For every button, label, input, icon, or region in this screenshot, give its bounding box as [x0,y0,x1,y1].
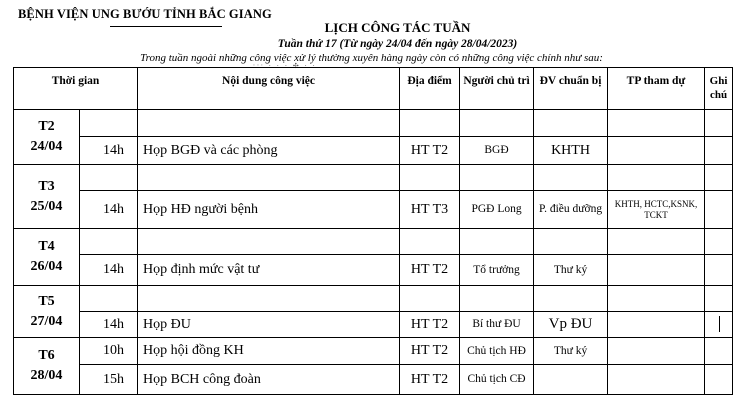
day-date: 27/04 [30,313,63,329]
day-label: T2 [38,119,55,134]
col-header-prep-unit: ĐV chuẩn bị [534,68,608,110]
location-cell[interactable]: HT T2 [400,312,460,338]
empty-cell[interactable] [460,110,534,137]
location-cell[interactable]: HT T2 [400,137,460,165]
text-cursor [719,316,720,332]
prep-cell[interactable]: Thư ký [534,255,608,286]
day-date: 28/04 [30,368,63,383]
weekly-schedule-table [13,67,733,395]
col-header-note: Ghi chú [705,68,733,110]
empty-cell[interactable] [705,110,733,137]
empty-cell[interactable] [460,286,534,312]
note-cell[interactable] [705,338,733,365]
content-cell[interactable]: Họp HĐ người bệnh [138,191,400,229]
time-cell[interactable]: 14h [80,191,138,229]
location-cell[interactable]: HT T3 [400,191,460,229]
content-cell[interactable]: Họp BGĐ và các phòng [138,137,400,165]
table-row [14,110,733,137]
participants-cell[interactable] [608,137,705,165]
prep-cell[interactable]: P. điều dưỡng [534,191,608,229]
empty-cell[interactable] [138,229,400,255]
location-cell[interactable]: HT T2 [400,338,460,365]
prep-cell[interactable]: Thư ký [534,338,608,365]
day-label: T6 [38,348,55,363]
empty-cell[interactable] [400,286,460,312]
time-cell[interactable]: 14h [80,312,138,338]
participants-cell[interactable]: KHTH, HCTC,KSNK, TCKT [608,191,705,229]
prep-cell[interactable] [534,365,608,395]
empty-cell[interactable] [80,229,138,255]
day-cell-t5 [14,286,80,338]
note-cell[interactable] [705,191,733,229]
content-cell[interactable]: Họp hội đồng KH [138,338,400,365]
empty-cell[interactable] [460,165,534,191]
intro-text: Trong tuần ngoài những công việc xử lý thường xuyên hàng ngày còn có những công việc chính như sau: [140,52,603,64]
empty-cell[interactable] [80,165,138,191]
note-cell[interactable] [705,312,733,338]
col-header-host: Người chủ trì [460,68,534,110]
content-cell[interactable]: Họp BCH công đoàn [138,365,400,395]
day-cell-t3 [14,165,80,229]
empty-cell[interactable] [705,165,733,191]
table-move-handle-marks: ::: · · · ✣ · · [253,62,317,70]
empty-cell[interactable] [534,110,608,137]
host-cell[interactable]: Bí thư ĐU [460,312,534,338]
empty-cell[interactable] [400,229,460,255]
empty-cell[interactable] [400,165,460,191]
content-cell[interactable]: Họp ĐU [138,312,400,338]
empty-cell[interactable] [460,229,534,255]
day-cell-t6 [14,338,80,395]
empty-cell[interactable] [608,286,705,312]
schedule-title: LỊCH CÔNG TÁC TUẦN [324,20,471,35]
host-cell[interactable]: Chủ tịch HĐ [460,338,534,365]
day-label: T3 [38,178,55,194]
col-header-time: Thời gian [14,68,138,110]
host-cell[interactable]: PGĐ Long [460,191,534,229]
participants-cell[interactable] [608,312,705,338]
prep-cell[interactable]: KHTH [534,137,608,165]
participants-cell[interactable] [608,338,705,365]
table-row [14,365,733,395]
empty-cell[interactable] [705,229,733,255]
empty-cell[interactable] [534,286,608,312]
table-row [14,191,733,229]
col-header-location: Địa điểm [400,68,460,110]
prep-cell[interactable]: Vp ĐU [534,312,608,338]
participants-cell[interactable] [608,365,705,395]
empty-cell[interactable] [138,165,400,191]
empty-cell[interactable] [80,286,138,312]
table-row [14,229,733,255]
host-cell[interactable]: Chủ tịch CĐ [460,365,534,395]
day-date: 24/04 [30,139,63,154]
col-header-content: Nội dung công việc [138,68,400,110]
day-cell-t2 [14,110,80,165]
time-cell[interactable]: 14h [80,137,138,165]
time-cell[interactable]: 14h [80,255,138,286]
table-row [14,338,733,365]
header-row [14,68,733,110]
day-label: T4 [38,239,55,254]
empty-cell[interactable] [138,110,400,137]
empty-cell[interactable] [534,165,608,191]
note-cell[interactable] [705,137,733,165]
day-date: 25/04 [30,198,63,214]
content-cell[interactable]: Họp định mức vật tư [138,255,400,286]
note-cell[interactable] [705,365,733,395]
empty-cell[interactable] [608,165,705,191]
empty-cell[interactable] [80,110,138,137]
empty-cell[interactable] [534,229,608,255]
table-row [14,255,733,286]
host-cell[interactable]: BGĐ [460,137,534,165]
table-row [14,165,733,191]
hospital-name: BỆNH VIỆN UNG BƯỚU TỈNH BẮC GIANG [18,7,272,21]
time-cell[interactable]: 15h [80,365,138,395]
empty-cell[interactable] [400,110,460,137]
day-label: T5 [38,293,55,309]
col-header-participants: TP tham dự [608,68,705,110]
location-cell[interactable]: HT T2 [400,255,460,286]
participants-cell[interactable] [608,255,705,286]
location-cell[interactable]: HT T2 [400,365,460,395]
empty-cell[interactable] [608,110,705,137]
week-subtitle: Tuần thứ 17 (Từ ngày 24/04 đến ngày 28/04/2023) [277,38,518,50]
table-row [14,286,733,312]
host-cell[interactable]: Tổ trưởng [460,255,534,286]
time-cell[interactable]: 10h [80,338,138,365]
table-row [14,137,733,165]
empty-cell[interactable] [705,286,733,312]
empty-cell[interactable] [138,286,400,312]
note-cell[interactable] [705,255,733,286]
table-row [14,312,733,338]
day-date: 26/04 [30,259,63,274]
day-cell-t4 [14,229,80,286]
empty-cell[interactable] [608,229,705,255]
